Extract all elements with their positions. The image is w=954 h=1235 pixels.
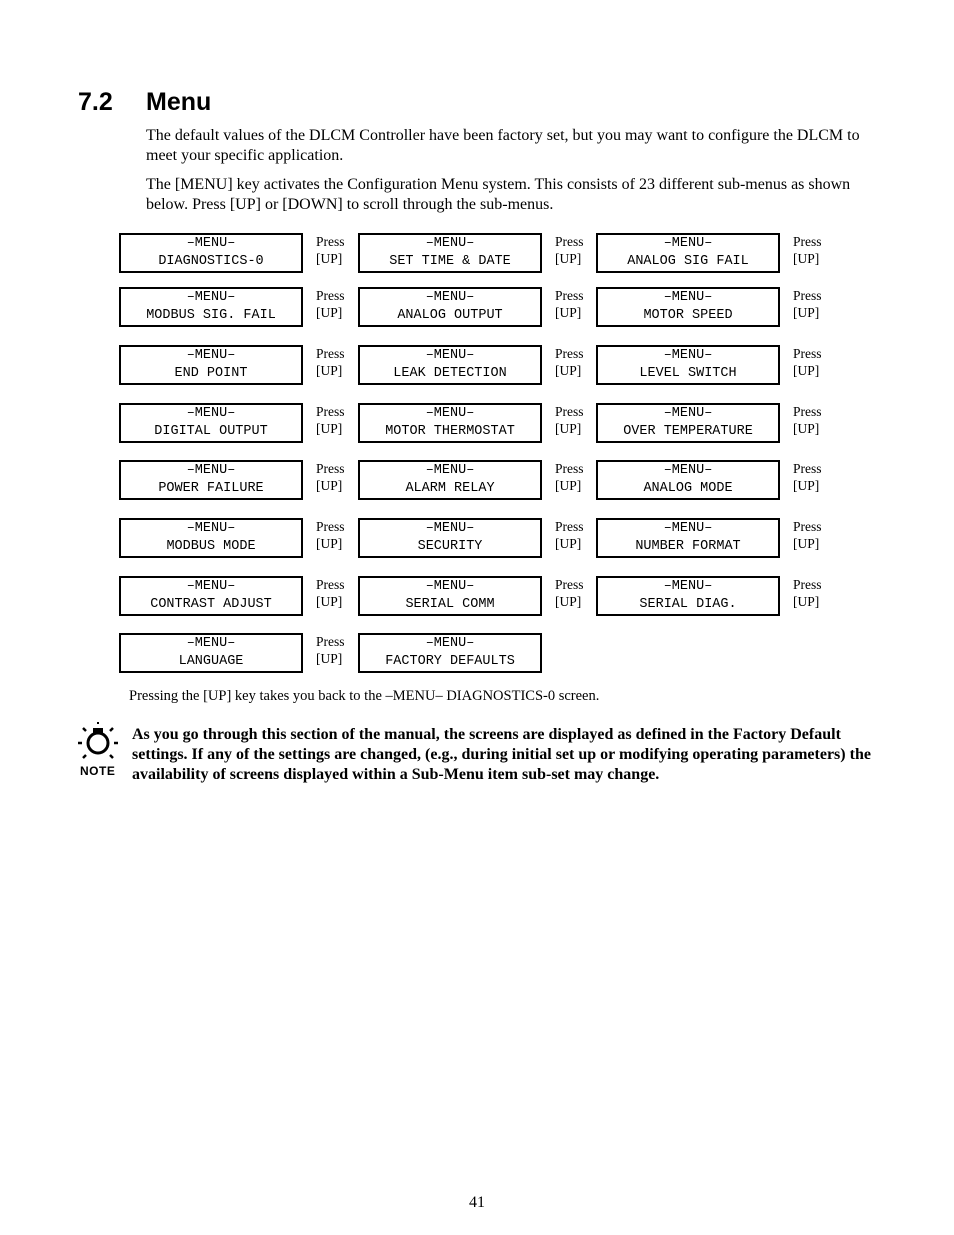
menu-screen-header: –MENU–: [663, 521, 713, 536]
menu-screen-title: FACTORY DEFAULTS: [385, 654, 515, 669]
menu-screen-title: MODBUS SIG. FAIL: [146, 308, 276, 323]
menu-screen: [596, 287, 780, 327]
menu-screen: [358, 518, 542, 558]
press-key: [UP]: [316, 535, 343, 551]
press-up-instruction: [555, 288, 584, 321]
press-up-instruction: [316, 234, 345, 267]
press-up-instruction: [316, 288, 345, 321]
menu-screen-header: –MENU–: [663, 348, 713, 363]
press-up-instruction: [793, 288, 822, 321]
menu-screen: [119, 633, 303, 673]
menu-screen-header: –MENU–: [425, 521, 475, 536]
press-label: Press: [316, 234, 345, 249]
press-label: Press: [793, 404, 822, 419]
menu-screen-title: LEVEL SWITCH: [639, 366, 737, 381]
footer-text: Pressing the [UP] key takes you back to the –MENU– DIAGNOSTICS-0 screen.: [129, 688, 600, 704]
menu-cell: [358, 345, 598, 387]
press-label: Press: [793, 346, 822, 361]
menu-cell: [596, 287, 836, 329]
menu-cell: [119, 345, 359, 387]
menu-screen-header: –MENU–: [425, 406, 475, 421]
press-label: Press: [793, 461, 822, 476]
press-key: [UP]: [316, 420, 343, 436]
press-label: Press: [555, 404, 584, 419]
press-label: Press: [555, 234, 584, 249]
menu-cell: [596, 403, 836, 445]
press-label: Press: [316, 288, 345, 303]
press-label: Press: [793, 577, 822, 592]
press-key: [UP]: [555, 250, 582, 266]
menu-cell: [358, 633, 598, 675]
menu-screen: [596, 518, 780, 558]
press-key: [UP]: [793, 250, 820, 266]
menu-screen-header: –MENU–: [425, 463, 475, 478]
menu-screen: [119, 233, 303, 273]
menu-screen-title: ANALOG SIG FAIL: [627, 254, 749, 269]
menu-screen: [119, 460, 303, 500]
menu-screen-header: –MENU–: [425, 579, 475, 594]
press-key: [UP]: [555, 362, 582, 378]
menu-screen-header: –MENU–: [425, 236, 475, 251]
menu-screen-title: MOTOR SPEED: [643, 308, 733, 323]
menu-screen-title: LANGUAGE: [178, 654, 244, 669]
menu-screen-title: ANALOG OUTPUT: [397, 308, 503, 323]
press-key: [UP]: [793, 304, 820, 320]
menu-cell: [596, 518, 836, 560]
menu-cell: [119, 233, 359, 275]
section-title: Menu: [146, 88, 212, 116]
menu-screen: [119, 576, 303, 616]
press-label: Press: [555, 346, 584, 361]
press-up-instruction: [793, 234, 822, 267]
press-label: Press: [555, 461, 584, 476]
menu-screen: [119, 345, 303, 385]
menu-cell: [596, 460, 836, 502]
press-key: [UP]: [555, 420, 582, 436]
menu-screen-header: –MENU–: [186, 521, 236, 536]
menu-cell: [596, 576, 836, 618]
press-up-instruction: [555, 461, 584, 494]
press-key: [UP]: [316, 304, 343, 320]
note-label: NOTE: [80, 764, 116, 778]
menu-screen-title: DIGITAL OUTPUT: [154, 424, 268, 439]
menu-screen-title: POWER FAILURE: [158, 481, 264, 496]
menu-screen: [358, 460, 542, 500]
menu-screen-header: –MENU–: [425, 290, 475, 305]
press-key: [UP]: [316, 477, 343, 493]
press-up-instruction: [555, 404, 584, 437]
menu-screen-header: –MENU–: [663, 463, 713, 478]
press-up-instruction: [555, 346, 584, 379]
menu-screen-title: DIAGNOSTICS-0: [158, 254, 264, 269]
page-number: 41: [469, 1194, 485, 1211]
menu-screen-title: ALARM RELAY: [405, 481, 495, 496]
menu-screen-title: ANALOG MODE: [643, 481, 733, 496]
menu-screen: [119, 287, 303, 327]
menu-screen-header: –MENU–: [425, 636, 475, 651]
press-label: Press: [316, 577, 345, 592]
menu-screen-header: –MENU–: [425, 348, 475, 363]
menu-screen-header: –MENU–: [186, 236, 236, 251]
press-label: Press: [793, 288, 822, 303]
menu-screen-header: –MENU–: [186, 290, 236, 305]
menu-screen: [596, 403, 780, 443]
menu-cell: [119, 633, 359, 675]
note-text: As you go through this section of the manual, the screens are displayed as defined in the Factory Default settings. If any of the settings are changed, (e.g., during initial set up or modifying operating parameters) the availability of screens displayed within a Sub-Menu item sub-set may change.: [132, 726, 871, 783]
menu-key-paragraph: The [MENU] key activates the Configuration Menu system. This consists of 23 different sub-menus as shown below. Press [UP] or [DOWN] to scroll through the sub-menus.: [146, 176, 851, 213]
press-label: Press: [316, 634, 345, 649]
menu-screen-header: –MENU–: [663, 406, 713, 421]
menu-screen-header: –MENU–: [186, 579, 236, 594]
menu-screen-header: –MENU–: [186, 636, 236, 651]
press-key: [UP]: [316, 362, 343, 378]
menu-screen-header: –MENU–: [186, 406, 236, 421]
press-up-instruction: [555, 577, 584, 610]
menu-screen-header: –MENU–: [186, 348, 236, 363]
menu-screen-title: NUMBER FORMAT: [635, 539, 741, 554]
menu-screen-title: CONTRAST ADJUST: [150, 597, 272, 612]
menu-screen: [596, 345, 780, 385]
menu-cell: [358, 403, 598, 445]
press-label: Press: [316, 346, 345, 361]
press-key: [UP]: [316, 250, 343, 266]
press-label: Press: [793, 234, 822, 249]
press-key: [UP]: [793, 362, 820, 378]
menu-cell: [358, 287, 598, 329]
press-up-instruction: [316, 519, 345, 552]
menu-cell: [119, 403, 359, 445]
menu-screen-title: SERIAL COMM: [405, 597, 495, 612]
press-label: Press: [316, 461, 345, 476]
press-up-instruction: [793, 577, 822, 610]
press-up-instruction: [793, 519, 822, 552]
menu-cell: [119, 576, 359, 618]
menu-screen: [119, 518, 303, 558]
menu-screen-title: END POINT: [174, 366, 248, 381]
menu-screen-title: OVER TEMPERATURE: [623, 424, 753, 439]
press-key: [UP]: [793, 420, 820, 436]
press-label: Press: [316, 519, 345, 534]
menu-screen-header: –MENU–: [186, 463, 236, 478]
menu-screen-header: –MENU–: [663, 236, 713, 251]
menu-screen: [358, 233, 542, 273]
press-key: [UP]: [555, 593, 582, 609]
press-key: [UP]: [793, 535, 820, 551]
press-label: Press: [555, 577, 584, 592]
menu-cell: [358, 518, 598, 560]
press-key: [UP]: [316, 650, 343, 666]
menu-cell: [358, 460, 598, 502]
press-key: [UP]: [316, 593, 343, 609]
press-key: [UP]: [793, 477, 820, 493]
menu-screen-title: SECURITY: [417, 539, 483, 554]
press-up-instruction: [316, 404, 345, 437]
press-key: [UP]: [793, 593, 820, 609]
press-label: Press: [555, 519, 584, 534]
menu-screen-title: MODBUS MODE: [166, 539, 256, 554]
press-up-instruction: [316, 634, 345, 667]
menu-screen: [358, 576, 542, 616]
section-number: 7.2: [78, 88, 113, 116]
press-up-instruction: [793, 461, 822, 494]
press-up-instruction: [316, 577, 345, 610]
menu-screen: [596, 460, 780, 500]
menu-cell: [119, 287, 359, 329]
press-up-instruction: [555, 234, 584, 267]
press-up-instruction: [555, 519, 584, 552]
press-up-instruction: [793, 404, 822, 437]
intro-paragraph: The default values of the DLCM Controller have been factory set, but you may want to configure the DLCM to meet your specific application.: [146, 127, 860, 164]
menu-screen-title: SET TIME & DATE: [389, 254, 511, 269]
press-key: [UP]: [555, 535, 582, 551]
press-label: Press: [793, 519, 822, 534]
menu-cell: [358, 233, 598, 275]
press-key: [UP]: [555, 304, 582, 320]
press-up-instruction: [316, 346, 345, 379]
menu-cell: [596, 233, 836, 275]
menu-screen: [119, 403, 303, 443]
press-label: Press: [316, 404, 345, 419]
menu-screen-title: SERIAL DIAG.: [639, 597, 737, 612]
menu-screen: [596, 576, 780, 616]
menu-screen-title: LEAK DETECTION: [393, 366, 507, 381]
menu-screen-header: –MENU–: [663, 290, 713, 305]
menu-screen: [358, 345, 542, 385]
menu-screen: [596, 233, 780, 273]
menu-screen: [358, 633, 542, 673]
press-key: [UP]: [555, 477, 582, 493]
menu-cell: [119, 518, 359, 560]
press-up-instruction: [316, 461, 345, 494]
section-heading: [78, 86, 211, 118]
press-up-instruction: [793, 346, 822, 379]
menu-screen: [358, 403, 542, 443]
menu-screen-header: –MENU–: [663, 579, 713, 594]
menu-cell: [358, 576, 598, 618]
menu-screen-title: MOTOR THERMOSTAT: [385, 424, 515, 439]
menu-cell: [596, 345, 836, 387]
press-label: Press: [555, 288, 584, 303]
menu-screen: [358, 287, 542, 327]
menu-cell: [119, 460, 359, 502]
